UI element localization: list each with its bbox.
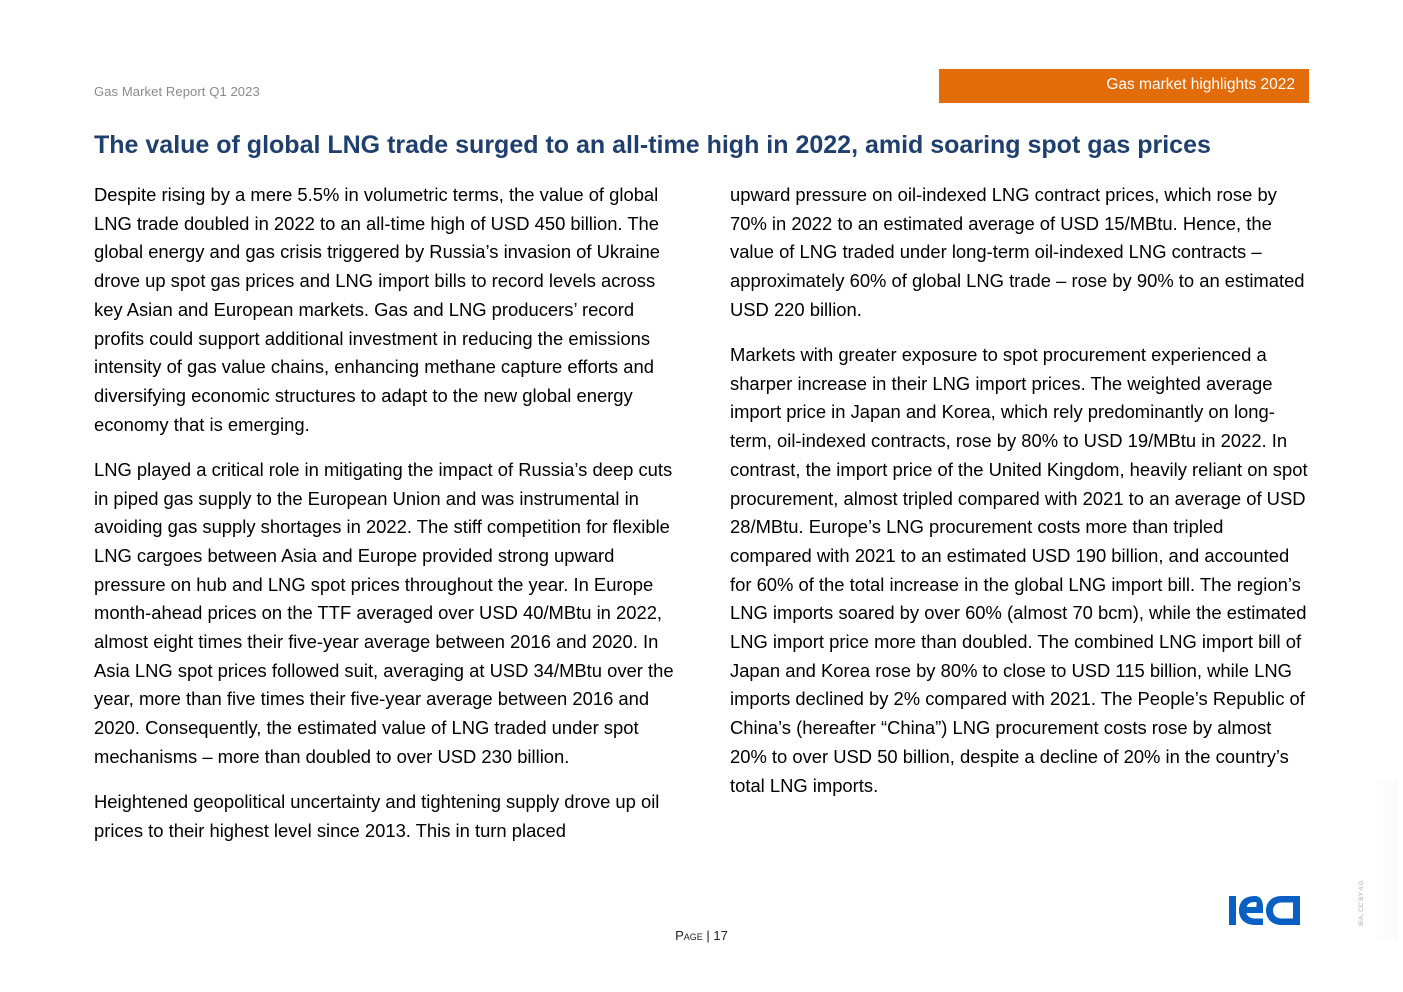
license-note: IEA. CC BY 4.0. [1358, 879, 1365, 926]
page-number [0, 928, 1403, 943]
page-number-value: 17 [713, 928, 728, 943]
left-column [94, 181, 680, 862]
page-title: The value of global LNG trade surged to an all-time high in 2022, amid soaring spot gas prices [94, 131, 1211, 159]
paragraph: Heightened geopolitical uncertainty and tightening supply drove up oil prices to their highest level since 2013. This in turn placed [94, 791, 660, 841]
report-label: Gas Market Report Q1 2023 [94, 84, 260, 99]
paragraph: Markets with greater exposure to spot procurement experienced a sharper increase in their LNG import prices. The weighted average import price in Japan and Korea, which rely predominantly on long-term, oil-indexed contracts, rose by 80% to USD 19/MBtu in 2022. In contrast, the import price of the United Kingdom, heavily reliant on spot procurement, almost tripled compared with 2021 to an average of USD 28/MBtu. Europe’s LNG procurement costs more than tripled compared with 2021 to an estimated USD 190 billion, and accounted for 60% of the total increase in the global LNG import bill. The region’s LNG imports soared by over 60% (almost 70 bcm), while the estimated LNG import price more than doubled. The combined LNG import bill of Japan and Korea rose by 80% to close to USD 115 billion, while LNG imports declined by 2% compared with 2021. The People’s Republic of China’s (hereafter “China”) LNG procurement costs rose by almost 20% to over USD 50 billion, despite a decline of 20% in the country’s total LNG imports. [730, 344, 1308, 796]
section-tab: Gas market highlights 2022 [939, 69, 1309, 103]
paragraph: Despite rising by a mere 5.5% in volumetric terms, the value of global LNG trade doubled in 2022 to an all-time high of USD 450 billion. The global energy and gas crisis triggered by Russia’s invasion of Ukraine drove up spot gas prices and LNG import bills to record levels across key Asian and European markets. Gas and LNG producers’ record profits could support additional investment in reducing the emissions intensity of gas value chains, enhancing methane capture efforts and diversifying economic structures to adapt to the new global energy economy that is emerging. [94, 184, 660, 435]
edge-shade [1372, 780, 1398, 940]
page-separator: | [702, 928, 714, 943]
paragraph: LNG played a critical role in mitigating the impact of Russia’s deep cuts in piped gas supply to the European Union and was instrumental in avoiding gas supply shortages in 2022. The stiff competition for flexible LNG cargoes between Asia and Europe provided strong upward pressure on hub and LNG spot prices throughout the year. In Europe month-ahead prices on the TTF averaged over USD 40/MBtu in 2022, almost eight times their five-year average between 2016 and 2020. In Asia LNG spot prices followed suit, averaging at USD 34/MBtu over the year, more than five times their five-year average between 2016 and 2020. Consequently, the estimated value of LNG traded under spot mechanisms – more than doubled to over USD 230 billion. [94, 458, 674, 767]
right-column [730, 181, 1308, 817]
paragraph: upward pressure on oil-indexed LNG contract prices, which rose by 70% in 2022 to an estimated average of USD 15/MBtu. Hence, the value of LNG traded under long-term oil-indexed LNG contracts – approximately 60% of global LNG trade – rose by 90% to an estimated USD 220 billion. [730, 184, 1305, 320]
iea-logo [1229, 891, 1309, 925]
page-word: Page [675, 928, 703, 943]
